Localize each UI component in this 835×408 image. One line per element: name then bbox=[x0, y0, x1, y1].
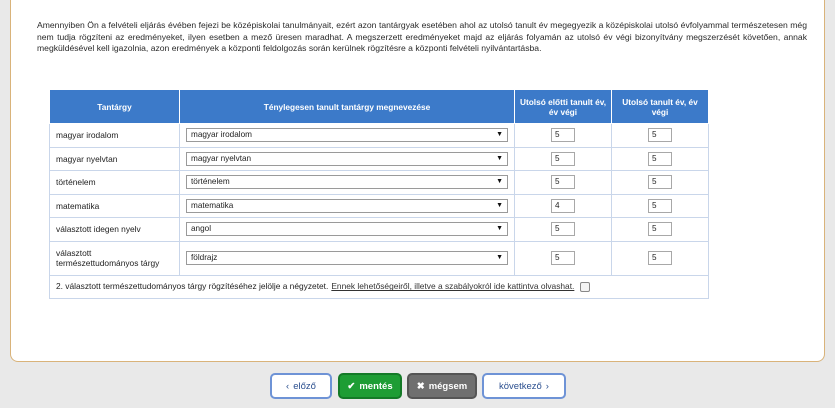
form-panel bbox=[10, 0, 825, 362]
subject-select[interactable] bbox=[186, 128, 508, 142]
last-year-grade-input[interactable]: 5 bbox=[648, 152, 672, 166]
table-row bbox=[50, 194, 709, 218]
prev-year-grade-input[interactable]: 5 bbox=[551, 175, 575, 189]
subject-select-cell bbox=[180, 218, 515, 242]
subject-name: magyar irodalom bbox=[50, 124, 180, 148]
table-row bbox=[50, 147, 709, 171]
dropdown-arrow-icon: ▼ bbox=[496, 178, 503, 186]
header-actual-subject: Ténylegesen tanult tantárgy megnevezése bbox=[180, 90, 515, 124]
next-button[interactable] bbox=[482, 373, 566, 399]
rules-link[interactable]: Ennek lehetőségeiről, illetve a szabályokról ide kattintva olvashat. bbox=[331, 281, 575, 292]
last-year-grade-input[interactable]: 5 bbox=[648, 251, 672, 265]
prev-year-grade-input[interactable]: 5 bbox=[551, 152, 575, 166]
intro-text: Amennyiben Ön a felvételi eljárás évében fejezi be középiskolai tanulmányait, ezért azon tantárgyak esetében ahol az utolsó tanult év megegyezik a középiskolai utolsó évfolyammal természetesen még nem tudja rögzíteni az eredményeket, ilyen esetben a mező üresen maradhat. A megszerzett eredményeket majd az eljárás folyamán az utolsó év végi bizonyítvány megszerzését követően, annak megküldésével kell igazolnia, azon eredmények a központi feldolgozás során kerülnek rögzítésre a központi felvételi nyilvántartásba. bbox=[37, 20, 807, 54]
dropdown-arrow-icon: ▼ bbox=[496, 154, 503, 162]
subject-select[interactable] bbox=[186, 175, 508, 189]
prev-grade-cell bbox=[515, 218, 612, 242]
prev-year-grade-input[interactable]: 5 bbox=[551, 128, 575, 142]
subject-select[interactable] bbox=[186, 152, 508, 166]
footnote-row bbox=[50, 275, 709, 299]
next-label: következő bbox=[499, 380, 542, 392]
prev-grade-cell bbox=[515, 171, 612, 195]
subject-name: történelem bbox=[50, 171, 180, 195]
last-grade-cell bbox=[612, 124, 709, 148]
last-grade-cell bbox=[612, 171, 709, 195]
select-value: magyar irodalom bbox=[191, 130, 252, 140]
select-value: földrajz bbox=[191, 253, 218, 262]
select-value: történelem bbox=[191, 177, 230, 187]
check-icon: ✔ bbox=[347, 380, 356, 392]
prev-year-grade-input[interactable]: 4 bbox=[551, 199, 575, 213]
last-year-grade-input[interactable]: 5 bbox=[648, 199, 672, 213]
prev-year-grade-input[interactable]: 5 bbox=[551, 222, 575, 236]
dropdown-arrow-icon: ▼ bbox=[496, 254, 503, 261]
last-year-grade-input[interactable]: 5 bbox=[648, 128, 672, 142]
last-grade-cell bbox=[612, 241, 709, 275]
footnote-cell bbox=[50, 275, 709, 299]
last-grade-cell bbox=[612, 218, 709, 242]
save-button[interactable] bbox=[338, 373, 402, 399]
select-value: matematika bbox=[191, 200, 234, 210]
select-value: angol bbox=[191, 224, 212, 234]
dropdown-arrow-icon: ▼ bbox=[496, 131, 503, 139]
subject-select[interactable] bbox=[186, 222, 508, 236]
subject-select-cell bbox=[180, 147, 515, 171]
subject-select-cell bbox=[180, 241, 515, 275]
cancel-button[interactable] bbox=[407, 373, 477, 399]
prev-grade-cell bbox=[515, 147, 612, 171]
previous-button[interactable] bbox=[270, 373, 332, 399]
chevron-right-icon: › bbox=[545, 380, 549, 392]
header-last-year: Utolsó tanult év, év végi bbox=[612, 90, 709, 124]
subject-name: választott idegen nyelv bbox=[50, 218, 180, 242]
last-grade-cell bbox=[612, 147, 709, 171]
header-prev-year: Utolsó előtti tanult év, év végi bbox=[515, 90, 612, 124]
table-row bbox=[50, 218, 709, 242]
prev-grade-cell bbox=[515, 241, 612, 275]
table-header-row bbox=[50, 90, 709, 124]
grades-table bbox=[49, 89, 709, 299]
cancel-label: mégsem bbox=[428, 380, 468, 392]
subject-select-cell bbox=[180, 194, 515, 218]
close-icon: ✖ bbox=[416, 380, 425, 392]
prev-grade-cell bbox=[515, 194, 612, 218]
dropdown-arrow-icon: ▼ bbox=[496, 225, 503, 233]
save-label: mentés bbox=[359, 380, 393, 392]
subject-select-cell bbox=[180, 124, 515, 148]
subject-name: választott természettudományos tárgy bbox=[50, 241, 180, 275]
subject-name: matematika bbox=[50, 194, 180, 218]
table-row bbox=[50, 124, 709, 148]
subject-select[interactable] bbox=[186, 251, 508, 265]
subject-name: magyar nyelvtan bbox=[50, 147, 180, 171]
table-row bbox=[50, 171, 709, 195]
prev-year-grade-input[interactable]: 5 bbox=[551, 251, 575, 265]
dropdown-arrow-icon: ▼ bbox=[496, 201, 503, 209]
header-subject: Tantárgy bbox=[50, 90, 180, 124]
subject-select[interactable] bbox=[186, 199, 508, 213]
chevron-left-icon: ‹ bbox=[286, 380, 290, 392]
prev-grade-cell bbox=[515, 124, 612, 148]
previous-label: előző bbox=[293, 380, 316, 392]
last-year-grade-input[interactable]: 5 bbox=[648, 175, 672, 189]
table-row bbox=[50, 241, 709, 275]
last-year-grade-input[interactable]: 5 bbox=[648, 222, 672, 236]
footnote-text: 2. választott természettudományos tárgy rögzítéséhez jelölje a négyzetet. bbox=[56, 281, 329, 292]
last-grade-cell bbox=[612, 194, 709, 218]
select-value: magyar nyelvtan bbox=[191, 153, 252, 163]
subject-select-cell bbox=[180, 171, 515, 195]
science-subject-checkbox[interactable] bbox=[580, 282, 590, 292]
